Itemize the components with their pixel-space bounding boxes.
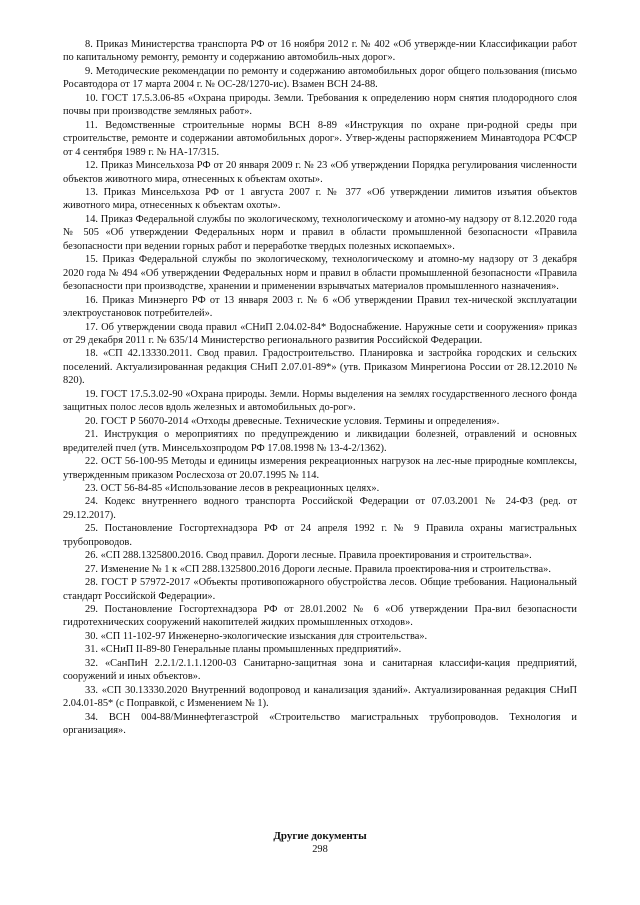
reference-item: 33. «СП 30.13330.2020 Внутренний водопровод и канализация зданий». Актуализированная редакция СНиП 2.04.01-85* (с Поправкой, с Изменением № 1).: [63, 684, 577, 710]
reference-item: 10. ГОСТ 17.5.3.06-85 «Охрана природы. Земли. Требования к определению норм снятия плодородного слоя почвы при производстве земляных работ».: [63, 92, 577, 118]
reference-item: 31. «СНиП II-89-80 Генеральные планы промышленных предприятий».: [85, 644, 402, 656]
section-heading: Другие документы: [273, 830, 367, 842]
reference-item: 14. Приказ Федеральной службы по экологическому, технологическому и атомно-му надзору от 8.12.2020 года № 505 «Об утверждении Федеральных норм и правил в области промышленной безопасности «Правила безопасности при ведении горных работ и переработке твердых полезных ископаемых».: [63, 213, 577, 252]
reference-item: 12. Приказ Минсельхоза РФ от 20 января 2009 г. № 23 «Об утверждении Порядка регулирования численности объектов животного мира, отнесенных к объектам охоты».: [63, 160, 577, 185]
reference-item: 16. Приказ Минэнерго РФ от 13 января 2003 г. № 6 «Об утверждении Правил тех-нической эксплуатации электроустановок потребителей».: [63, 294, 577, 320]
reference-item: 27. Изменение № 1 к «СП 288.1325800.2016 Дороги лесные. Правила проектирова-ния и строительства».: [85, 563, 551, 575]
reference-item: 17. Об утверждении свода правил «СНиП 2.04.02-84* Водоснабжение. Наружные сети и сооружения» приказ от 29 декабря 2011 г. № 635/14 Министерство регионального развития Российской Федерации.: [63, 321, 577, 346]
reference-item: 29. Постановление Госгортехнадзора РФ от 28.01.2002 № 6 «Об утверждении Пра-вил безопасности гидротехнических сооружений накопителей жидких промышленных отходов».: [63, 604, 577, 629]
reference-item: 25. Постановление Госгортехнадзора РФ от 24 апреля 1992 г. № 9 Правила охраны магистральных трубопроводов.: [63, 523, 577, 548]
page-number: 298: [312, 844, 328, 855]
reference-item: 13. Приказ Минсельхоза РФ от 1 августа 2007 г. № 377 «Об утверждении лимитов изъятия объектов животного мира, отнесенных к объектам охоты».: [63, 186, 577, 212]
reference-list: [63, 38, 577, 738]
reference-item: 32. «СанПиН 2.2.1/2.1.1.1200-03 Санитарно-защитная зона и санитарная классифи-кация предприятий, сооружений и иных объектов».: [63, 657, 577, 683]
reference-item: 19. ГОСТ 17.5.3.02-90 «Охрана природы. Земли. Нормы выделения на землях государственного лесного фонда защитных полос лесов вдоль железных и автомобильных до-рог».: [63, 388, 577, 414]
reference-item: 11. Ведомственные строительные нормы ВСН 8-89 «Инструкция по охране при-родной среды при строительстве, ремонте и содержании автомобильных дорог». Утвер-ждены распоряжением Минавтодора РСФСР от 4 сентября 1989 г. № НА-17/315.: [63, 119, 577, 158]
reference-item: 22. ОСТ 56-100-95 Методы и единицы измерения рекреационных нагрузок на лес-ные природные комплексы, утвержденным приказом Рослесхоза от 20.07.1995 № 114.: [63, 456, 577, 481]
reference-item: 9. Методические рекомендации по ремонту и содержанию автомобильных дорог общего пользования (письмо Росавтодора от 17 марта 2004 г. № ОС-28/1270-ис). Взамен ВСН 24-88.: [63, 65, 577, 91]
reference-item: 18. «СП 42.13330.2011. Свод правил. Градостроительство. Планировка и застройка городских и сельских поселений. Актуализированная редакция СНиП 2.07.01-89*» (утв. Приказом Минрегиона России от 28.12.2010 № 820).: [63, 348, 577, 387]
reference-item: 34. ВСН 004-88/Миннефтегазстрой «Строительство магистральных трубопроводов. Технология и организация».: [63, 711, 577, 737]
reference-item: 21. Инструкция о мероприятиях по предупреждению и ликвидации болезней, отравлений и основных вредителей пчел (утв. Минсельхозпродом РФ 17.08.1998 № 13-4-2/1362).: [63, 429, 577, 454]
reference-item: 23. ОСТ 56-84-85 «Использование лесов в рекреационных целях».: [85, 482, 380, 494]
reference-item: 26. «СП 288.1325800.2016. Свод правил. Дороги лесные. Правила проектирования и строительства».: [85, 550, 532, 562]
reference-item: 28. ГОСТ Р 57972-2017 «Объекты противопожарного обустройства лесов. Общие требования. Национальный стандарт Российской Федерации».: [63, 577, 577, 602]
reference-item: 8. Приказ Министерства транспорта РФ от 16 ноября 2012 г. № 402 «Об утвержде-нии Классификации работ по капитальному ремонту, ремонту и содержанию автомобиль-ных дорог».: [63, 39, 577, 64]
document-page: [63, 38, 577, 738]
reference-item: 15. Приказ Федеральной службы по экологическому, технологическому и атомно-му надзору от 3 декабря 2020 года № 494 «Об утверждении Федеральных норм и правил в области промышленной безопасности «Правила безопасности при производстве, хранении и применении взрывчатых материалов промышленного назначения».: [63, 254, 577, 293]
reference-item: 24. Кодекс внутреннего водного транспорта Российской Федерации от 07.03.2001 № 24-ФЗ (ред. от 29.12.2017).: [63, 496, 577, 521]
reference-item: 20. ГОСТ Р 56070-2014 «Отходы древесные. Технические условия. Термины и определения».: [85, 415, 500, 427]
reference-item: 30. «СП 11-102-97 Инженерно-экологические изыскания для строительства».: [85, 630, 428, 642]
